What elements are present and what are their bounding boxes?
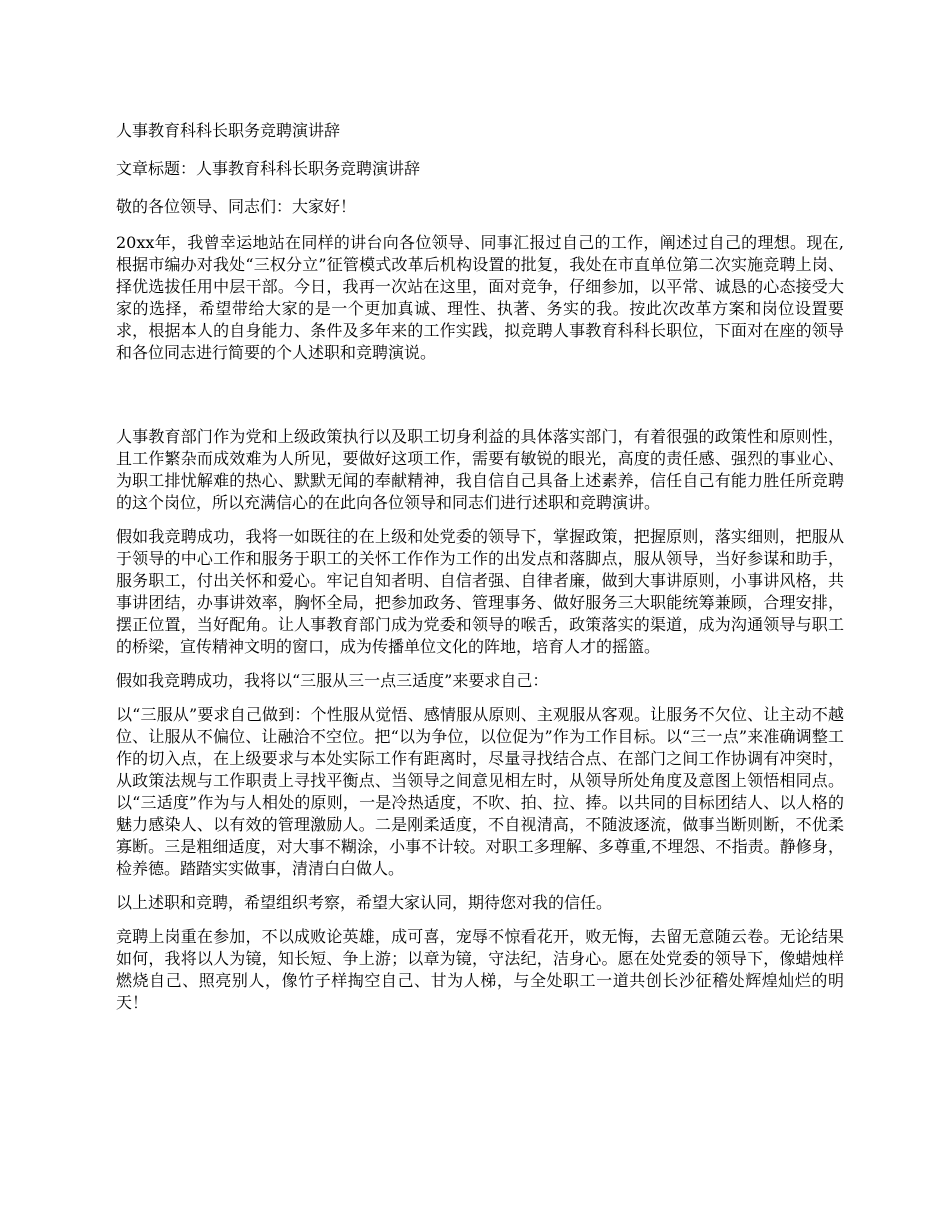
paragraph-plan: 假如我竞聘成功，我将一如既往的在上级和处党委的领导下，掌握政策，把握原则，落实细则，把服从于领导的中心工作和服务于职工的关怀工作作为工作的出发点和落脚点，服从领导，当好参谋和助手，服务职工，付出关怀和爱心。牢记自知者明、自信者强、自律者廉，做到大事讲原则，小事讲风格，共事讲团结，办事讲效率，胸怀全局，把参加政务、管理事务、做好服务三大职能统筹兼顾，合理安排，摆正位置，当好配角。让人事教育部门成为党委和领导的喉舌，政策落实的渠道，成为沟通领导与职工的桥梁，宣传精神文明的窗口，成为传播单位文化的阵地，培育人才的摇篮。 (116, 527, 844, 656)
paragraph-intro: 20xx年，我曾幸运地站在同样的讲台向各位领导、同事汇报过自己的工作，阐述过自己的理想。现在,根据市编办对我处“三权分立”征管模式改革后机构设置的批复，我处在市直单位第二次实施竞聘上岗、择优选拔任用中层干部。今日，我再一次站在这里，面对竞争，仔细参加，以平常、诚恳的心态接受大家的选择，希望带给大家的是一个更加真诚、理性、执著、务实的我。按此次改革方案和岗位设置要求，根据本人的自身能力、条件及多年来的工作实践，拟竞聘人事教育科科长职位，下面对在座的领导和各位同志进行简要的个人述职和竞聘演说。 (116, 233, 844, 362)
article-title: 文章标题：人事教育科科长职务竞聘演讲辞 (116, 159, 421, 178)
paragraph-three-principles: 以“三服从”要求自己做到：个性服从觉悟、感情服从原则、主观服从客观。让服务不欠位、让主动不越位、让服从不偏位、让融洽不空位。把“以为争位，以位促为”作为工作目标。以“三一点”来准确调整工作的切入点，在上级要求与本处实际工作有距离时，尽量寻找结合点、在部门之间工作协调有冲突时，从政策法规与工作职责上寻找平衡点、当领导之间意见相左时，从领导所处角度及意图上领悟相同点。以“三适度”作为与人相处的原则，一是冷热适度，不吹、拍、拉、捧。以共同的目标团结人、以人格的魅力感染人、以有效的管理激励人。二是刚柔适度，不自视清高，不随波逐流，做事当断则断，不优柔寡断。三是粗细适度，对大事不糊涂，小事不计较。对职工多理解、多尊重,不埋怨、不指责。静修身，检养德。踏踏实实做事，清清白白做人。 (116, 705, 844, 878)
paragraph-department: 人事教育部门作为党和上级政策执行以及职工切身利益的具体落实部门，有着很强的政策性和原则性，且工作繁杂而成效难为人所见，要做好这项工作，需要有敏锐的眼光，高度的责任感、强烈的事业心、为职工排忧解难的热心、默默无闻的奉献精神，我自信自己具备上述素养，信任自己有能力胜任所竞聘的这个岗位，所以充满信心的在此向各位领导和同志们进行述职和竞聘演讲。 (116, 427, 844, 512)
document-title: 人事教育科科长职务竞聘演讲辞 (116, 121, 341, 140)
paragraph-requirements-intro: 假如我竞聘成功，我将以“三服从三一点三适度”来要求自己： (116, 671, 549, 690)
paragraph-closing: 竞聘上岗重在参加，不以成败论英雄，成可喜，宠辱不惊看花开，败无悔，去留无意随云卷。无论结果如何，我将以人为镜，知长短、争上游；以章为镜，守法纪，洁身心。愿在处党委的领导下，像蜡烛样燃烧自己、照亮别人，像竹子样掏空自己、甘为人梯，与全处职工一道共创长沙征稽处辉煌灿烂的明天！ (116, 927, 844, 1012)
document-page (116, 118, 844, 1026)
greeting: 敬的各位领导、同志们：大家好！ (116, 197, 357, 216)
blank-gap (116, 376, 844, 426)
paragraph-conclusion: 以上述职和竞聘，希望组织考察，希望大家认同，期待您对我的信任。 (116, 893, 613, 912)
